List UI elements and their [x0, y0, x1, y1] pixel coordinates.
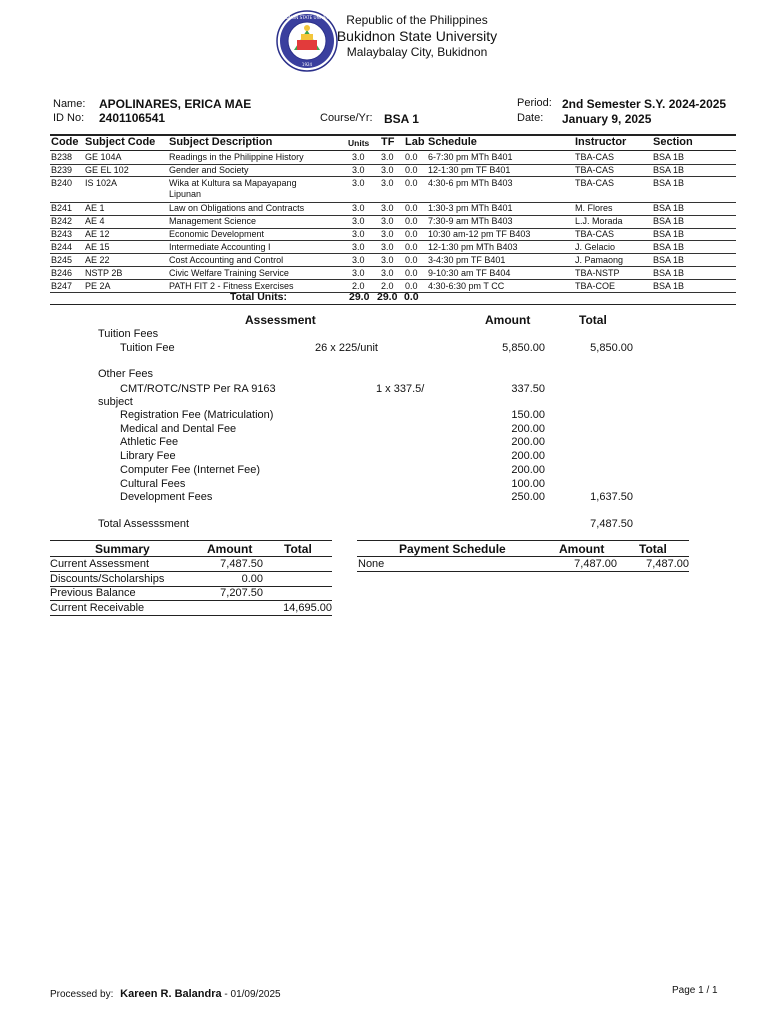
cell-lab: 0.0: [405, 267, 418, 278]
summary-top-rule: [50, 540, 332, 541]
col-header-subject-code: Subject Code: [85, 136, 156, 148]
student-id: 2401106541: [99, 111, 166, 125]
svg-text:1924: 1924: [301, 62, 313, 67]
cell-section: BSA 1B: [653, 267, 685, 278]
cell-section: BSA 1B: [653, 228, 685, 239]
total-lab-value: 0.0: [404, 291, 419, 303]
cell-instructor: TBA-CAS: [575, 177, 615, 188]
other-fees-total: 1,637.50: [590, 491, 633, 503]
cell-schedule: 3-4:30 pm TF B401: [428, 254, 506, 265]
tuition-fee-amount: 5,850.00: [502, 342, 545, 354]
cell-description: Cost Accounting and Control: [169, 254, 284, 265]
summary-amount-heading: Amount: [207, 542, 253, 556]
cell-schedule: 7:30-9 am MTh B403: [428, 216, 513, 226]
cell-lab: 0.0: [405, 203, 418, 214]
summary-row-label: Current Receivable: [50, 601, 145, 614]
cell-code: B238: [51, 152, 73, 162]
cell-code: B245: [51, 254, 73, 265]
cell-lab: 0.0: [405, 241, 418, 252]
cell-schedule: 10:30 am-12 pm TF B403: [428, 228, 531, 239]
cell-code: B246: [51, 267, 73, 278]
cell-tf: 3.0: [381, 241, 394, 252]
table-row: [50, 215, 736, 229]
cell-lab: 0.0: [405, 216, 418, 226]
date-label: Date:: [517, 112, 544, 124]
cell-subject-code: AE 22: [85, 254, 110, 265]
page-number: Page 1 / 1: [672, 985, 718, 996]
cell-code: B241: [51, 203, 73, 214]
tuition-fee-label: Tuition Fee: [120, 342, 175, 354]
cell-units: 2.0: [352, 280, 365, 291]
summary-heading: Summary: [95, 542, 150, 556]
cell-lab: 0.0: [405, 254, 418, 265]
cell-description: PATH FIT 2 - Fitness Exercises: [169, 280, 294, 291]
cell-subject-code: AE 4: [85, 216, 105, 226]
cell-instructor: TBA-COE: [575, 280, 616, 291]
cell-section: BSA 1B: [653, 203, 685, 214]
cell-subject-code: GE 104A: [85, 152, 122, 162]
fee-amount: 200.00: [511, 450, 545, 463]
cell-code: B244: [51, 241, 73, 252]
cell-instructor: TBA-NSTP: [575, 267, 620, 278]
cell-units: 3.0: [352, 164, 365, 175]
cell-code: B242: [51, 216, 73, 226]
col-header-tf: TF: [381, 136, 395, 148]
university-seal-logo: [276, 10, 338, 72]
summary-row-amount: 0.00: [241, 572, 263, 585]
fee-amount: 250.00: [511, 491, 545, 504]
cell-tf: 3.0: [381, 216, 394, 226]
cell-code: B247: [51, 280, 73, 291]
payment-heading: Payment Schedule: [399, 542, 506, 556]
tuition-fee-calc: 26 x 225/unit: [315, 342, 378, 354]
cell-subject-code: AE 15: [85, 241, 110, 252]
cell-schedule: 12-1:30 pm TF B401: [428, 164, 511, 175]
fee-label: Computer Fee (Internet Fee): [120, 463, 261, 476]
total-assessment-value: 7,487.50: [590, 518, 633, 530]
cell-lab: 0.0: [405, 280, 418, 291]
cell-schedule: 4:30-6 pm MTh B403: [428, 177, 513, 188]
cell-description: Gender and Society: [169, 164, 249, 175]
cell-instructor: J. Pamaong: [575, 254, 624, 265]
cell-instructor: L.J. Morada: [575, 216, 623, 226]
cell-instructor: M. Flores: [575, 203, 613, 214]
assessment-total-heading: Total: [579, 313, 607, 327]
table-row: [50, 241, 736, 255]
table-row: [50, 202, 736, 216]
col-header-section: Section: [653, 136, 693, 148]
fee-label: Athletic Fee: [120, 436, 179, 449]
cell-instructor: TBA-CAS: [575, 152, 615, 162]
cell-units: 3.0: [352, 216, 365, 226]
payment-row-total: 7,487.00: [646, 558, 689, 570]
header-line-republic: Republic of the Philippines: [346, 13, 488, 27]
payment-row-amount: 7,487.00: [574, 558, 617, 570]
cell-lab: 0.0: [405, 177, 418, 188]
table-row: [50, 164, 736, 178]
payment-total-heading: Total: [639, 542, 667, 556]
cell-section: BSA 1B: [653, 280, 685, 291]
cmt-fee-calc: 1 x 337.5/: [376, 383, 425, 395]
cell-tf: 2.0: [381, 280, 394, 291]
cell-lab: 0.0: [405, 164, 418, 175]
cell-section: BSA 1B: [653, 254, 685, 265]
period-value: 2nd Semester S.Y. 2024-2025: [562, 97, 727, 111]
cell-tf: 3.0: [381, 254, 394, 265]
cell-tf: 3.0: [381, 228, 394, 239]
total-tf-value: 29.0: [377, 291, 398, 303]
processed-by-date: - 01/09/2025: [224, 989, 281, 1000]
university-header: [336, 13, 498, 60]
cell-description: Economic Development: [169, 228, 265, 239]
fee-amount: 100.00: [511, 477, 545, 490]
summary-row-amount: 7,207.50: [220, 587, 263, 600]
payment-row-label: None: [358, 558, 385, 570]
cell-schedule: 6-7:30 pm MTh B401: [428, 152, 513, 162]
name-label: Name:: [53, 98, 86, 110]
cell-units: 3.0: [352, 254, 365, 265]
col-header-units: Units: [348, 138, 370, 148]
cell-units: 3.0: [352, 152, 365, 162]
cell-units: 3.0: [352, 241, 365, 252]
cell-subject-code: AE 12: [85, 228, 110, 239]
summary-row-label: Previous Balance: [50, 587, 136, 600]
col-header-lab: Lab: [405, 136, 425, 148]
payment-top-rule: [357, 540, 689, 541]
cell-schedule: 12-1:30 pm MTh B403: [428, 241, 518, 252]
processed-by: [50, 988, 281, 1000]
cell-description: Wika at Kultura sa Mapayapang Lipunan: [169, 177, 297, 199]
cell-code: B240: [51, 177, 73, 188]
id-label: ID No:: [53, 112, 85, 124]
table-row: [50, 228, 736, 242]
summary-header-rule: [50, 556, 332, 557]
col-header-instructor: Instructor: [575, 136, 627, 148]
cell-lab: 0.0: [405, 152, 418, 162]
table-row: [50, 151, 736, 165]
summary-row-amount: 7,487.50: [220, 558, 263, 570]
assessment-heading: Assessment: [245, 313, 316, 327]
svg-text:BUKIDNON STATE UNIVERSITY: BUKIDNON STATE UNIVERSITY: [276, 15, 338, 20]
cell-subject-code: AE 1: [85, 203, 105, 214]
period-label: Period:: [517, 97, 552, 109]
payment-row-rule: [357, 571, 689, 572]
cell-section: BSA 1B: [653, 164, 685, 175]
cell-units: 3.0: [352, 203, 365, 214]
summary-row-label: Discounts/Scholarships: [50, 572, 165, 585]
cell-lab: 0.0: [405, 228, 418, 239]
table-row: [50, 177, 736, 203]
cell-subject-code: IS 102A: [85, 177, 118, 188]
table-row: [50, 254, 736, 268]
total-units-label: Total Units:: [230, 291, 287, 303]
cell-description: Civic Welfare Training Service: [169, 267, 289, 278]
cell-units: 3.0: [352, 177, 365, 188]
fee-amount: 150.00: [511, 409, 545, 421]
col-header-schedule: Schedule: [428, 136, 477, 148]
student-name: APOLINARES, ERICA MAE: [99, 97, 252, 111]
fee-label: Registration Fee (Matriculation): [120, 409, 274, 421]
tuition-fee-total: 5,850.00: [590, 342, 633, 354]
fee-amount: 200.00: [511, 422, 545, 435]
cell-code: B243: [51, 228, 73, 239]
fee-amount: 200.00: [511, 463, 545, 476]
header-line-city: Malaybalay City, Bukidnon: [346, 45, 488, 59]
col-header-description: Subject Description: [169, 136, 273, 148]
cmt-fee-label: CMT/ROTC/NSTP Per RA 9163: [120, 383, 276, 395]
cell-section: BSA 1B: [653, 152, 685, 162]
header-line-university: Bukidnon State University: [336, 28, 498, 44]
cell-schedule: 1:30-3 pm MTh B401: [428, 203, 513, 214]
cell-instructor: TBA-CAS: [575, 228, 615, 239]
cell-description: Law on Obligations and Contracts: [169, 203, 305, 214]
fee-amount: 200.00: [511, 436, 545, 449]
cmt-fee-amount: 337.50: [511, 383, 545, 395]
date-value: January 9, 2025: [562, 112, 652, 126]
cell-schedule: 9-10:30 am TF B404: [428, 267, 511, 278]
cell-tf: 3.0: [381, 152, 394, 162]
cell-tf: 3.0: [381, 164, 394, 175]
cell-code: B239: [51, 164, 73, 175]
cell-tf: 3.0: [381, 267, 394, 278]
cell-tf: 3.0: [381, 203, 394, 214]
summary-row-label: Current Assessment: [50, 558, 150, 570]
cell-schedule: 4:30-6:30 pm T CC: [428, 280, 505, 291]
cell-subject-code: NSTP 2B: [85, 267, 123, 278]
processed-by-label: Processed by:: [50, 989, 114, 1000]
table-bottom-rule: [50, 304, 736, 305]
cell-instructor: TBA-CAS: [575, 164, 615, 175]
total-assessment-label: Total Assesssment: [98, 518, 190, 530]
cmt-fee-label-wrap: subject: [98, 396, 133, 408]
cell-description: Intermediate Accounting I: [169, 241, 271, 252]
cell-units: 3.0: [352, 228, 365, 239]
processed-by-name: Kareen R. Balandra: [120, 988, 222, 1000]
cell-tf: 3.0: [381, 177, 394, 188]
col-header-code: Code: [51, 136, 79, 148]
cell-description: Readings in the Philippine History: [169, 152, 304, 162]
cell-units: 3.0: [352, 267, 365, 278]
assessment-amount-heading: Amount: [485, 313, 531, 327]
summary-row-total: 14,695.00: [283, 601, 332, 614]
fee-label: Development Fees: [120, 491, 213, 504]
total-units-value: 29.0: [349, 291, 370, 303]
course-year: BSA 1: [384, 112, 419, 126]
cell-instructor: J. Gelacio: [575, 241, 616, 252]
fee-label: Medical and Dental Fee: [120, 422, 237, 435]
cell-section: BSA 1B: [653, 177, 685, 188]
cell-section: BSA 1B: [653, 216, 685, 226]
payment-header-rule: [357, 556, 689, 557]
table-row: [50, 267, 736, 281]
fee-label: Cultural Fees: [120, 477, 186, 490]
summary-total-heading: Total: [284, 542, 312, 556]
fee-label: Library Fee: [120, 450, 176, 463]
cell-subject-code: GE EL 102: [85, 164, 129, 175]
cell-description: Management Science: [169, 216, 257, 226]
course-label: Course/Yr:: [320, 112, 373, 124]
payment-amount-heading: Amount: [559, 542, 605, 556]
summary-row-rule: [50, 615, 332, 616]
cell-section: BSA 1B: [653, 241, 685, 252]
cell-subject-code: PE 2A: [85, 280, 111, 291]
other-fees-group: Other Fees: [98, 368, 154, 380]
tuition-fees-group: Tuition Fees: [98, 328, 159, 340]
